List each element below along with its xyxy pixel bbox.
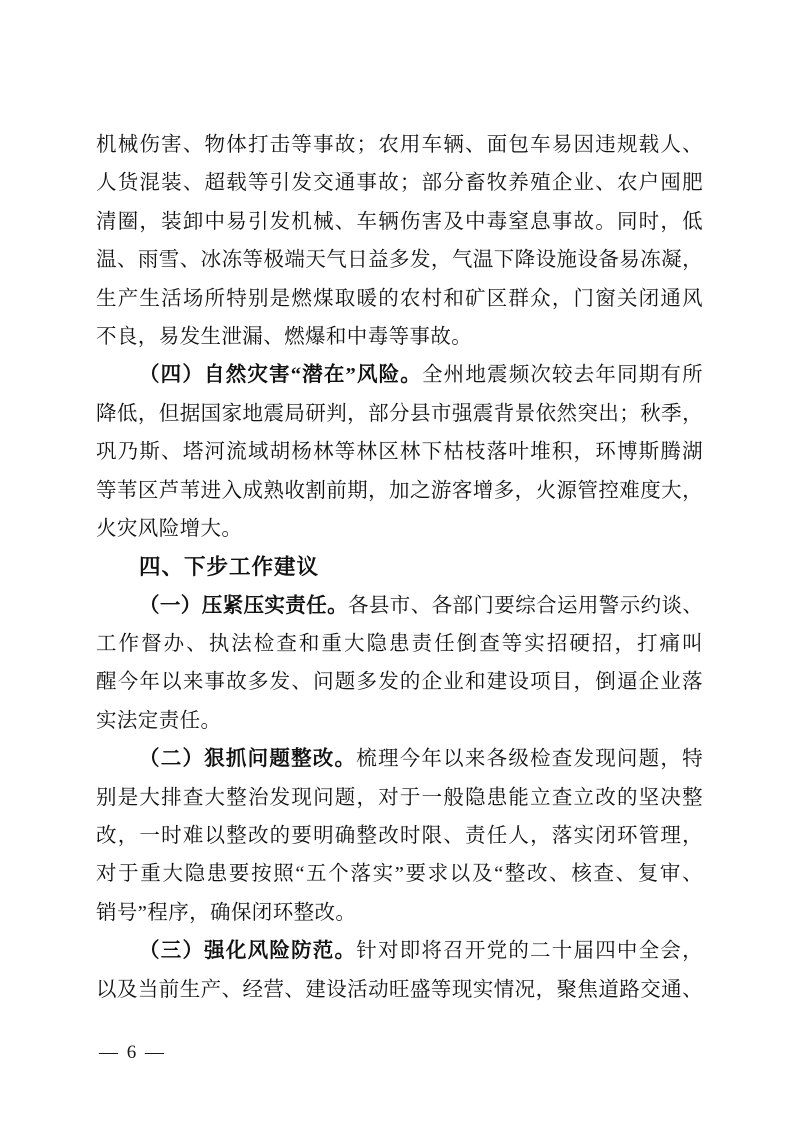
text-line [96, 280, 703, 318]
body-text: 工作督办、执法检查和重大隐患责任倒查等实招硬招，打痛叫 [96, 633, 703, 656]
body-text: 清圈，装卸中易引发机械、车辆伤害及中毒窒息事故。同时，低 [96, 210, 703, 233]
text-line [96, 779, 703, 817]
text-line [96, 356, 703, 394]
text-line [96, 241, 703, 279]
body-text: 火灾风险增大。 [96, 517, 243, 540]
body-text: 等苇区芦苇进入成熟收割前期，加之游客增多，火源管控难度大， [96, 479, 703, 502]
body-text: 改，一时难以整改的要明确整改时限、责任人，落实闭环管理， [96, 825, 703, 848]
text-line [96, 625, 703, 663]
text-block [96, 126, 703, 1009]
text-line [96, 855, 703, 893]
body-text: 机械伤害、物体打击等事故；农用车辆、面包车易因违规载人、 [96, 134, 703, 156]
emphasis-text: 四、下步工作建议 [139, 555, 320, 580]
text-line [96, 203, 703, 241]
body-text: 醒今年以来事故多发、问题多发的企业和建设项目，倒逼企业落 [96, 671, 703, 694]
body-text: 针对即将召开党的二十届四中全会， [356, 940, 703, 963]
body-text: 生产生活场所特别是燃煤取暖的农村和矿区群众，门窗关闭通风 [96, 287, 703, 310]
body-text: 以及当前生产、经营、建设活动旺盛等现实情况，聚焦道路交通、 [96, 978, 703, 1001]
emphasis-text: （三）强化风险防范。 [139, 940, 357, 963]
body-text: 全州地震频次较去年同期有所 [421, 364, 703, 387]
text-line [96, 932, 703, 970]
text-line [96, 472, 703, 510]
body-text: 销号”程序，确保闭环整改。 [96, 901, 357, 924]
text-line [96, 395, 703, 433]
section-heading [96, 548, 703, 586]
text-line [96, 663, 703, 701]
text-line [96, 702, 703, 740]
body-text: 不良，易发生泄漏、燃爆和中毒等事故。 [96, 325, 473, 348]
text-line [96, 126, 703, 164]
text-line [96, 740, 703, 778]
page-number: — 6 — [99, 1042, 166, 1063]
body-text: 对于重大隐患要按照“五个落实”要求以及“整改、核查、复审、 [96, 863, 703, 886]
emphasis-text: （四）自然灾害“潜在”风险。 [139, 364, 422, 387]
body-text: 梳理今年以来各级检查发现问题，特 [356, 748, 703, 771]
body-text: 温、雨雪、冰冻等极端天气日益多发，气温下降设施设备易冻凝， [96, 249, 703, 272]
body-text: 巩乃斯、塔河流域胡杨林等林区林下枯枝落叶堆积，环博斯腾湖 [96, 441, 703, 464]
body-text: 降低，但据国家地震局研判，部分县市强震背景依然突出；秋季， [96, 402, 703, 425]
emphasis-text: （二）狠抓问题整改。 [139, 748, 357, 771]
text-line [96, 894, 703, 932]
body-text: 各县市、各部门要综合运用警示约谈、 [348, 594, 703, 617]
text-line [96, 817, 703, 855]
text-line [96, 510, 703, 548]
text-line [96, 164, 703, 202]
text-line [96, 587, 703, 625]
text-line [96, 318, 703, 356]
body-text: 实法定责任。 [96, 709, 222, 732]
text-line [96, 971, 703, 1009]
body-text: 别是大排查大整治发现问题，对于一般隐患能立查立改的坚决整 [96, 786, 703, 809]
text-line [96, 433, 703, 471]
emphasis-text: （一）压紧压实责任。 [139, 594, 348, 617]
body-text: 人货混装、超载等引发交通事故；部分畜牧养殖企业、农户囤肥 [96, 172, 703, 195]
